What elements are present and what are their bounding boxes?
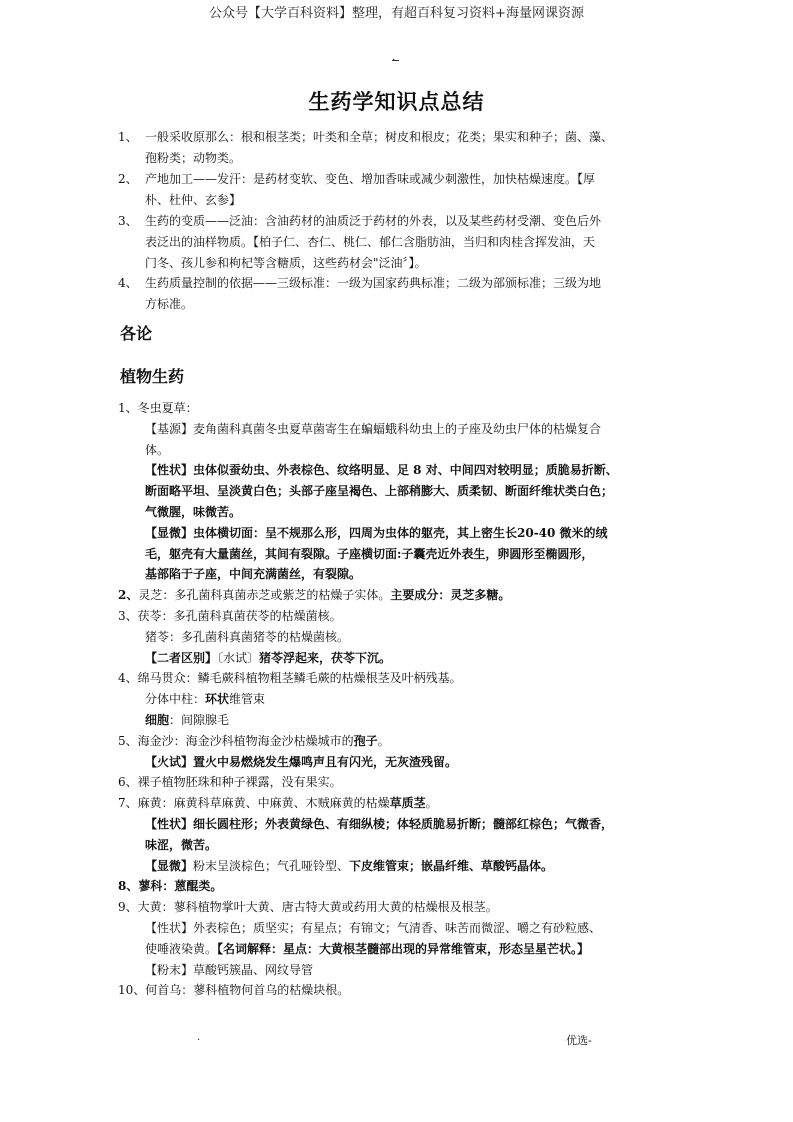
item-7-stem: 草质茎 [389, 796, 426, 810]
section-heading-plant: 植物生药 [120, 367, 185, 386]
section-heading-general: 各论 [120, 324, 153, 343]
item-1-source: 【基源】麦角菌科真菌冬虫夏草菌寄生在蝙蝠蛾科幼虫上的子座及幼虫尸体的枯燥复合 [145, 422, 602, 436]
item-2-component: 主要成分：灵芝多糖。 [390, 588, 511, 602]
item-3-diff [145, 650, 391, 666]
intro-4-line-2: 方标准。 [145, 297, 194, 311]
footer-label: 优选- [566, 1034, 592, 1047]
item-7-micro-bold: 下皮维管束；嵌晶纤维、草酸钙晶体。 [349, 859, 554, 873]
item-5-fire-test: 【火试】置火中易燃烧发生爆鸣声且有闪光，无灰渣残留。 [145, 755, 458, 769]
item-1-source-cont: 体。 [145, 443, 170, 457]
intro-3-line-3: 门冬、孩儿参和枸杞等含糖质，这些药材会"泛油〞】。 [145, 256, 427, 270]
page-title: 生药学知识点总结 [308, 89, 485, 114]
item-4-stele-label: 分体中柱： [145, 692, 206, 706]
item-6: 6、裸子植物胚珠和种子裸露，没有果实。 [118, 775, 342, 789]
item-2 [118, 587, 510, 603]
item-4-stele [145, 691, 265, 707]
item-3-water-test: 〔水试〕 [217, 651, 260, 665]
item-7-text: 7、麻黄：麻黄科草麻黄、中麻黄、木贼麻黄的枯燥 [118, 796, 390, 810]
item-3-zhuling: 猪苓：多孔菌科真菌猪苓的枯燥菌核。 [145, 630, 350, 644]
item-7-micro-text: 粉末呈淡棕色；气孔哑铃型、 [193, 859, 350, 873]
item-9-definition: 【名词解释：星点：大黄根茎髓部出现的异常维管束，形态呈星芒状。】 [217, 942, 590, 956]
intro-4-line-1: 生药质量控制的依据——三级标准：一级为国家药典标准；二级为部颁标准；三级为地 [145, 276, 602, 290]
item-2-text: 灵芝：多孔菌科真菌赤芝或紫芝的枯燥子实体。 [138, 588, 391, 602]
item-3: 3、茯苓：多孔菌科真菌茯苓的枯燥菌核。 [118, 609, 342, 623]
intro-1-line-2: 孢粉类；动物类。 [145, 151, 242, 165]
item-1-title: 1、冬虫夏草： [118, 401, 198, 415]
intro-1-line-1: 一般采收原那么：根和根茎类；叶类和全草；树皮和根皮；花类；果实和种子；菌、藻、 [145, 130, 614, 144]
item-7-traits: 【性状】细长圆柱形；外表黄绿色、有细纵棱；体轻质脆易折断；髓部红棕色；气微香， [145, 817, 614, 831]
item-7-traits-cont: 味涩，微苦。 [145, 838, 218, 852]
item-5-spore: 孢子 [353, 734, 378, 748]
intro-3-line-1: 生药的变质——泛油：含油药材的油质泛于药材的外表，以及某些药材受潮、变色后外 [145, 214, 602, 228]
item-2-num: 2、 [118, 588, 139, 602]
item-3-diff-label: 【二者区别】 [145, 651, 218, 665]
item-1-micro-cont: 毛，躯壳有大量菌丝，其间有裂隙。子座横切面:子囊壳近外表生，卵圆形至椭圆形， [145, 547, 594, 561]
item-9-traits-cont [145, 941, 589, 957]
top-mark-text: . [392, 52, 396, 63]
intro-3-num: 3、 [118, 214, 138, 228]
item-9-powder: 【粉末】草酸钙簇晶、网纹导管 [145, 963, 314, 977]
intro-4-num: 4、 [118, 276, 138, 290]
item-5-end: 。 [377, 734, 390, 748]
item-1-traits-cont: 断面略平坦、呈淡黄白色；头部子座呈褐色、上部稍膨大、质柔韧、断面纤维状类白色； [145, 484, 614, 498]
item-4-cell [145, 712, 229, 728]
item-1-micro: 【显微】虫体横切面：呈不规那么形，四周为虫体的躯壳，其上密生长20-40 微米的绒 [145, 526, 608, 540]
item-3-diff-text: 猪苓浮起来，茯苓下沉。 [259, 651, 392, 665]
intro-2-num: 2、 [118, 172, 138, 186]
item-7-end: 。 [425, 796, 438, 810]
item-5-text: 5、海金沙：海金沙科植物海金沙枯燥城市的 [118, 734, 354, 748]
item-1-traits-end: 气微腥，味微苦。 [145, 505, 242, 519]
item-1-micro-end: 基部陷于子座，中间充满菌丝，有裂隙。 [145, 567, 362, 581]
intro-3-line-2: 表泛出的油样物质。【柏子仁、杏仁、桃仁、郁仁含脂肪油，当归和肉桂含挥发油，天 [145, 235, 596, 249]
item-4-cell-label: 细胞 [145, 713, 170, 727]
item-7 [118, 795, 438, 811]
intro-2-line-1: 产地加工——发汗：是药材变软、变色、增加香味或减少刺激性，加快枯燥速度。【厚 [145, 172, 596, 186]
item-7-micro [145, 858, 553, 874]
footer-dot: . [197, 1032, 201, 1043]
item-10: 10、何首乌：蓼科植物何首乌的枯燥块根。 [118, 983, 350, 997]
item-4: 4、绵马贯众：鳞毛蕨科植物粗茎鳞毛蕨的枯燥根茎及叶柄残基。 [118, 671, 462, 685]
item-9-traits: 【性状】外表棕色；质坚实；有星点；有锦文；气清香、味苦而微涩、嚼之有砂粒感、 [145, 921, 602, 935]
item-7-micro-label: 【显微】 [145, 859, 194, 873]
item-4-bundle: 维管束 [229, 692, 266, 706]
intro-2-line-2: 朴、杜仲、玄参】 [145, 193, 242, 207]
item-1-traits: 【性状】虫体似蚕幼虫、外表棕色、纹络明显、足 8 对、中间四对较明显；质脆易折断、 [145, 463, 618, 477]
item-4-ring: 环状 [205, 692, 230, 706]
item-9-saliva: 使唾液染黄。 [145, 942, 218, 956]
item-8: 8、蓼科：蒽醌类。 [118, 879, 223, 893]
item-4-cell-text: ：间隙腺毛 [169, 713, 230, 727]
top-banner: 公众号【大学百科资料】整理，有超百科复习资料+海量网课资源 [209, 6, 584, 21]
top-mark [392, 52, 399, 61]
intro-1-num: 1、 [118, 130, 138, 144]
item-5 [118, 733, 390, 749]
item-9: 9、大黄：蓼科植物掌叶大黄、唐古特大黄或药用大黄的枯燥根及根茎。 [118, 900, 498, 914]
